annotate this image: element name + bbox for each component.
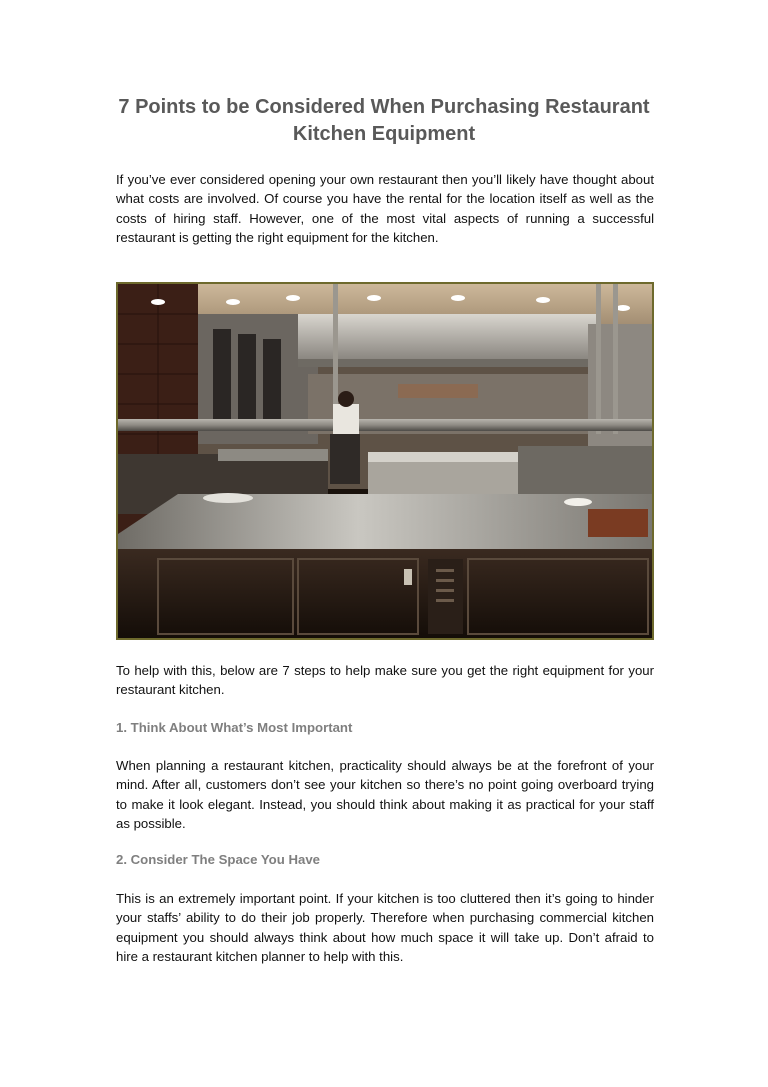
kitchen-photo-illustration xyxy=(118,284,652,638)
section-heading-2: 2. Consider The Space You Have xyxy=(116,852,320,867)
section-heading-1: 1. Think About What’s Most Important xyxy=(116,720,353,735)
article-title: 7 Points to be Considered When Purchasing Restaurant Kitchen Equipment xyxy=(118,96,650,145)
kitchen-photo xyxy=(116,282,654,640)
section-body-1: When planning a restaurant kitchen, practicality should always be at the forefront of your mind. After all, customers don’t see your kitchen so there’s no point going overboard trying to make it look elegant. Instead, you should think about making it as practical for your staff as possible. xyxy=(116,758,654,831)
intro-paragraph: If you’ve ever considered opening your own restaurant then you’ll likely have thought about what costs are involved. Of course you have the rental for the location itself as well as the costs of hiring staff. However, one of the most vital aspects of running a successful restaurant is getting the right equipment for the kitchen. xyxy=(116,172,654,245)
lead-in-paragraph: To help with this, below are 7 steps to help make sure you get the right equipment for your restaurant kitchen. xyxy=(116,663,654,698)
section-body-2: This is an extremely important point. If your kitchen is too cluttered then it’s going to hinder your staffs’ ability to do their job properly. Therefore when purchasing commercial kitchen equipment you should always think about how much space it will take up. Don’t afraid to hire a restaurant kitchen planner to help with this. xyxy=(116,891,654,964)
